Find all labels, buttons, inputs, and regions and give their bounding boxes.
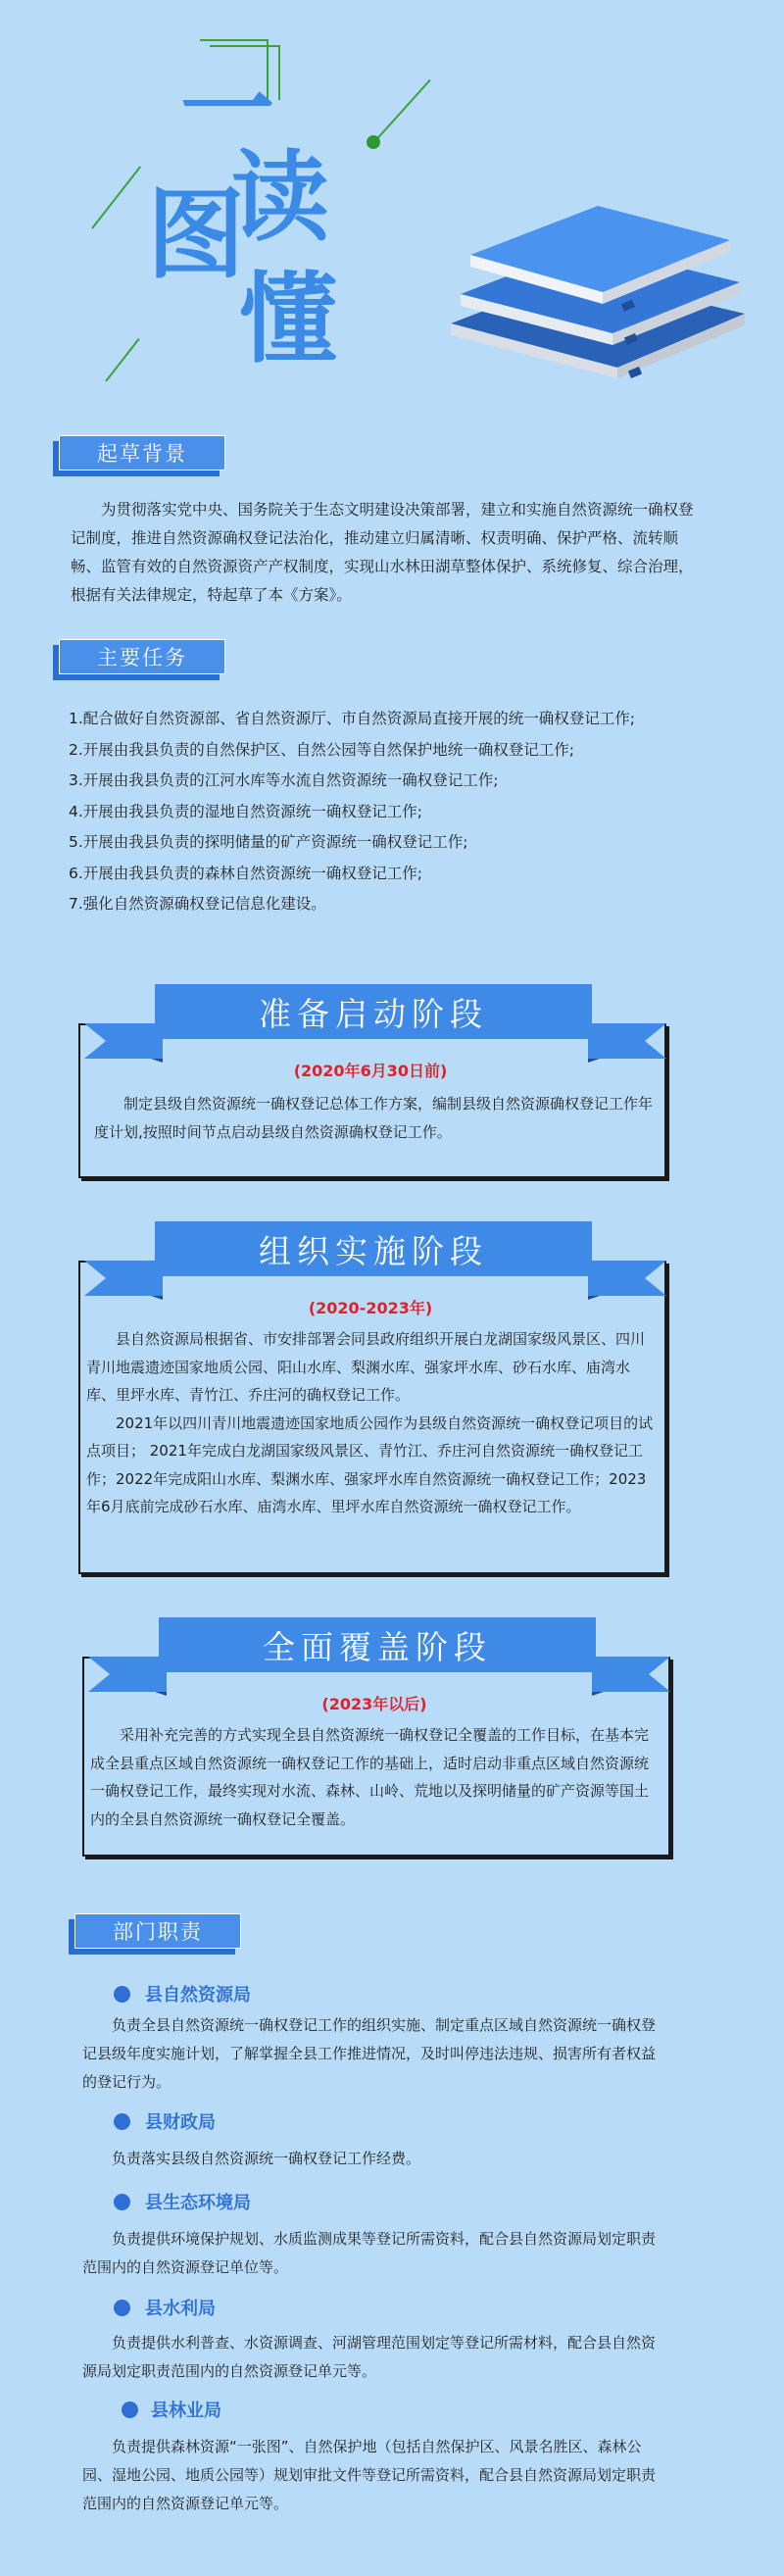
phase-date: (2020-2023年) xyxy=(308,1299,433,1317)
decor-line xyxy=(200,39,269,41)
department-name: 县林业局 xyxy=(151,2401,221,2421)
phase-title: 组织实施阶段 xyxy=(155,1221,592,1276)
department-name: 县水利局 xyxy=(145,2299,216,2319)
phase-date: (2020年6月30日前) xyxy=(293,1062,448,1080)
bullet-dot xyxy=(114,2194,130,2210)
hero-char-yi: 一 xyxy=(180,55,274,165)
bullet-dot xyxy=(114,1986,130,2003)
hero-char-du: 读 xyxy=(231,140,329,255)
section-title: 主要任务 xyxy=(59,639,225,674)
background-text xyxy=(71,496,698,610)
hero-char-tu: 图 xyxy=(147,177,245,292)
phase-title: 准备启动阶段 xyxy=(155,984,592,1039)
decor-line xyxy=(278,45,280,100)
section-tab-background xyxy=(59,435,225,474)
decor-line xyxy=(105,338,139,382)
task-item: 4.开展由我县负责的湿地自然资源统一确权登记工作; xyxy=(69,802,423,820)
phase-body xyxy=(86,1325,659,1521)
folder-stack-illustration xyxy=(431,186,755,382)
decor-line xyxy=(91,166,141,228)
department-text xyxy=(82,2225,666,2282)
decor-dot xyxy=(367,135,380,149)
section-tab-tasks xyxy=(59,639,225,678)
bullet-dot xyxy=(122,2402,138,2418)
department-paragraph: 负责落实县级自然资源统一确权登记工作经费。 xyxy=(112,2150,421,2167)
task-item: 3.开展由我县负责的江河水库等水流自然资源统一确权登记工作; xyxy=(69,771,499,789)
department-text xyxy=(82,2011,666,2097)
phase-paragraph: 采用补充完善的方式实现全县自然资源统一确权登记全覆盖的工作目标，在基本完成全县重点区域自然资源统一确权登记工作的基础上，适时启动非重点区域自然资源统一确权登记工作，最终实现对水流、森林、山岭、荒地以及探明储量的矿产资源等国土内的全县自然资源统一确权登记全覆盖。 xyxy=(90,1726,650,1828)
task-item: 5.开展由我县负责的探明储量的矿产资源统一确权登记工作; xyxy=(69,833,468,851)
department-name: 县财政局 xyxy=(145,2112,216,2133)
phase-body xyxy=(90,1721,662,1833)
section-title: 起草背景 xyxy=(59,435,225,471)
department-paragraph: 负责提供水利普查、水资源调查、河湖管理范围划定等登记所需材料，配合县自然资源局划定职责范围内的自然资源登记单元等。 xyxy=(82,2334,657,2380)
department-paragraph: 负责提供环境保护规划、水质监测成果等登记所需资料，配合县自然资源局划定职责范围内的自然资源登记单位等。 xyxy=(82,2230,657,2276)
task-item: 2.开展由我县负责的自然保护区、自然公园等自然保护地统一确权登记工作; xyxy=(69,740,575,759)
section-tab-departments xyxy=(74,1913,241,1953)
department-text xyxy=(82,2433,666,2518)
department-name: 县自然资源局 xyxy=(145,1985,251,2006)
background-paragraph: 为贯彻落实党中央、国务院关于生态文明建设决策部署，建立和实施自然资源统一确权登记制度，推进自然资源确权登记法治化，推动建立归属清晰、权责明确、保护严格、流转顺畅、监管有效的自然资源资产产权制度，实现山水林田湖草整体保护、系统修复、综合治理，根据有关法律规定，特起草了本《方案》。 xyxy=(71,501,694,604)
phase-body xyxy=(94,1090,666,1146)
task-item: 6.开展由我县负责的森林自然资源统一确权登记工作; xyxy=(69,864,423,882)
task-item: 7.强化自然资源确权登记信息化建设。 xyxy=(69,895,326,913)
department-text xyxy=(82,2145,666,2173)
phase-paragraph: 2021年以四川青川地震遗迹国家地质公园作为县级自然资源统一确权登记项目的试点项目； 2021年完成白龙湖国家级风景区、青竹江、乔庄河自然资源统一确权登记工作；2022年完成阳山水库、梨渊水库、强家坪水库自然资源统一确权登记工作；2023年6月底前完成砂石水库、庙湾水库、里坪水库自然资源统一确权登记工作。 xyxy=(86,1413,654,1515)
bullet-dot xyxy=(114,2113,130,2130)
bullet-dot xyxy=(114,2300,130,2316)
department-paragraph: 负责全县自然资源统一确权登记工作的组织实施、制定重点区域自然资源统一确权登记县级年度实施计划，了解掌握全县工作推进情况，及时叫停违法违规、损害所有者权益的登记行为。 xyxy=(82,2016,657,2091)
phase-paragraph: 县自然资源局根据省、市安排部署会同县政府组织开展白龙湖国家级风景区、四川青川地震遗迹国家地质公园、阳山水库、梨渊水库、强家坪水库、砂石水库、庙湾水库、里坪水库、青竹江、乔庄河的确权登记工作。 xyxy=(86,1330,646,1404)
task-item: 1.配合做好自然资源部、省自然资源厅、市自然资源局直接开展的统一确权登记工作; xyxy=(69,710,636,727)
phase-date: (2023年以后) xyxy=(321,1695,427,1713)
department-text xyxy=(82,2329,666,2386)
department-name: 县生态环境局 xyxy=(145,2193,251,2213)
decor-line xyxy=(210,45,278,47)
decor-line xyxy=(371,79,430,145)
department-paragraph: 负责提供森林资源“一张图”、自然保护地（包括自然保护区、风景名胜区、森林公园、湿地公园、地质公园等）规划审批文件等登记所需资料，配合县自然资源局划定职责范围内的自然资源登记单元等。 xyxy=(82,2438,657,2512)
hero-char-dong: 懂 xyxy=(239,262,337,376)
phase-paragraph: 制定县级自然资源统一确权登记总体工作方案，编制县级自然资源确权登记工作年度计划,按照时间节点启动县级自然资源确权登记工作。 xyxy=(94,1095,654,1141)
phase-title: 全面覆盖阶段 xyxy=(159,1617,596,1672)
task-list xyxy=(69,704,725,920)
section-title: 部门职责 xyxy=(74,1913,241,1949)
